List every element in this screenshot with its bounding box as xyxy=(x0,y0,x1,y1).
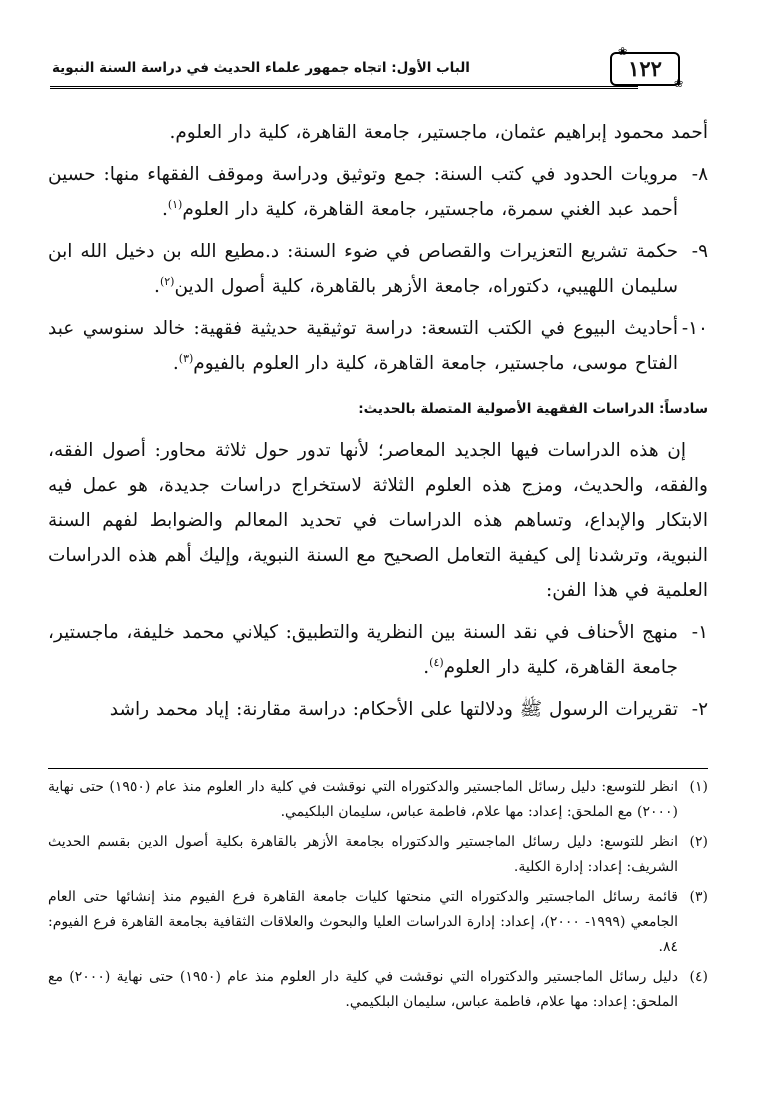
footnote-number: (٢) xyxy=(689,834,708,850)
footnote-ref[interactable]: (٢) xyxy=(159,274,175,288)
page-number: ١٢٢ xyxy=(610,52,680,86)
item-number: ١- xyxy=(691,622,708,643)
continued-line: أحمد محمود إبراهيم عثمان، ماجستير، جامعة القاهرة، كلية دار العلوم. xyxy=(169,122,708,143)
list-item xyxy=(48,234,708,304)
footnote-text: دليل رسائل الماجستير والدكتوراه التي نوقشت في كلية دار العلوم منذ عام (١٩٥٠) حتى نهاية (٢٠٠٠) مع الملحق: إعداد: مها علام، فاطمة عباس، سليمان البلكيمي. xyxy=(48,969,679,1010)
flourish-icon: ❀ xyxy=(674,77,684,90)
footnote xyxy=(48,965,708,1015)
thesis-list xyxy=(48,615,708,727)
list-item xyxy=(48,311,708,381)
item-end: . xyxy=(161,199,168,220)
item-text xyxy=(48,311,678,381)
list-item xyxy=(48,692,708,727)
footnotes xyxy=(48,775,708,1020)
footnote xyxy=(48,830,708,880)
item-text xyxy=(48,692,678,727)
item-body: تقريرات الرسول ﷺ ودلالتها على الأحكام: دراسة مقارنة: إياد محمد راشد xyxy=(109,699,678,720)
item-text xyxy=(48,234,678,304)
item-end: . xyxy=(172,353,179,374)
footnote-number: (٣) xyxy=(689,889,708,905)
list-item xyxy=(48,615,708,685)
item-end: . xyxy=(154,276,160,297)
item-body: أحاديث البيوع في الكتب التسعة: دراسة توثيقية حديثية فقهية: خالد سنوسي عبد الفتاح موسى، ماجستير، جامعة القاهرة، كلية دار العلوم بالفيوم xyxy=(48,318,678,374)
footnote-text: انظر للتوسع: دليل رسائل الماجستير والدكتوراه بجامعة الأزهر بالقاهرة بكلية أصول الدين بقسم الحديث الشريف: إعداد: إدارة الكلية. xyxy=(48,834,678,875)
running-header xyxy=(50,45,696,100)
footnote xyxy=(48,775,708,825)
footnote-text: انظر للتوسع: دليل رسائل الماجستير والدكتوراه التي نوقشت في كلية دار العلوم منذ عام (١٩٥٠) حتى نهاية (٢٠٠٠) مع الملحق: إعداد: مها علام، فاطمة عباس، سليمان البلكيمي. xyxy=(48,779,678,820)
section-paragraph: إن هذه الدراسات فيها الجديد المعاصر؛ لأنها تدور حول ثلاثة محاور: أصول الفقه، والفقه، والحديث، ومزج هذه العلوم الثلاثة لاستخراج دراسات جديدة، هو عمل فيه الابتكار والإبداع، وتساهم هذه الدراسات في تحديد المعالم والضوابط لفهم السنة النبوية، وترشدنا إلى كيفية التعامل الصحيح مع السنة النبوية، وإليك أهم هذه الدراسات العلمية في هذا الفن: xyxy=(48,440,708,601)
item-number: ٢- xyxy=(691,699,708,720)
chapter-title: الباب الأول: اتجاه جمهور علماء الحديث في دراسة السنة النبوية xyxy=(52,60,470,76)
footnote-ref[interactable]: (٤) xyxy=(429,655,444,669)
item-number: ١٠- xyxy=(681,318,708,339)
footnote-rule xyxy=(48,768,708,769)
main-text xyxy=(48,115,708,727)
footnote-number: (٤) xyxy=(689,969,708,985)
header-rule xyxy=(50,86,638,89)
footnote-text: قائمة رسائل الماجستير والدكتوراه التي منحتها كليات جامعة القاهرة فرع الفيوم منذ إنشائها حتى العام الجامعي (١٩٩٩- ٢٠٠٠)، إعداد: إدارة الدراسات العليا والبحوث والعلاقات الثقافية بجامعة القاهرة فرع الفيوم: ٨٤. xyxy=(48,889,679,955)
item-body: حكمة تشريع التعزيرات والقصاص في ضوء السنة: د.مطيع الله بن دخيل الله ابن سليمان اللهيبي، دكتوراه، جامعة الأزهر بالقاهرة، كلية أصول الدين xyxy=(48,241,678,297)
thesis-list xyxy=(48,157,708,381)
flourish-icon: ❀ xyxy=(618,45,628,58)
list-item xyxy=(48,157,708,227)
item-body: مرويات الحدود في كتب السنة: جمع وتوثيق ودراسة وموقف الفقهاء منها: حسين أحمد عبد الغني سمرة، ماجستير، جامعة القاهرة، كلية دار العلوم xyxy=(48,164,678,220)
footnote xyxy=(48,885,708,960)
item-number: ٨- xyxy=(691,164,708,185)
section-heading: سادساً: الدراسات الفقهية الأصولية المتصلة بالحديث: xyxy=(358,401,708,417)
footnote-number: (١) xyxy=(689,779,708,795)
item-number: ٩- xyxy=(691,241,708,262)
item-body: منهج الأحناف في نقد السنة بين النظرية والتطبيق: كيلاني محمد خليفة، ماجستير، جامعة القاهرة، كلية دار العلوم xyxy=(48,622,678,678)
item-text xyxy=(48,615,678,685)
item-text xyxy=(48,157,678,227)
item-end: . xyxy=(423,657,430,678)
footnote-ref[interactable]: (١) xyxy=(167,197,183,211)
footnote-ref[interactable]: (٣) xyxy=(178,351,194,365)
